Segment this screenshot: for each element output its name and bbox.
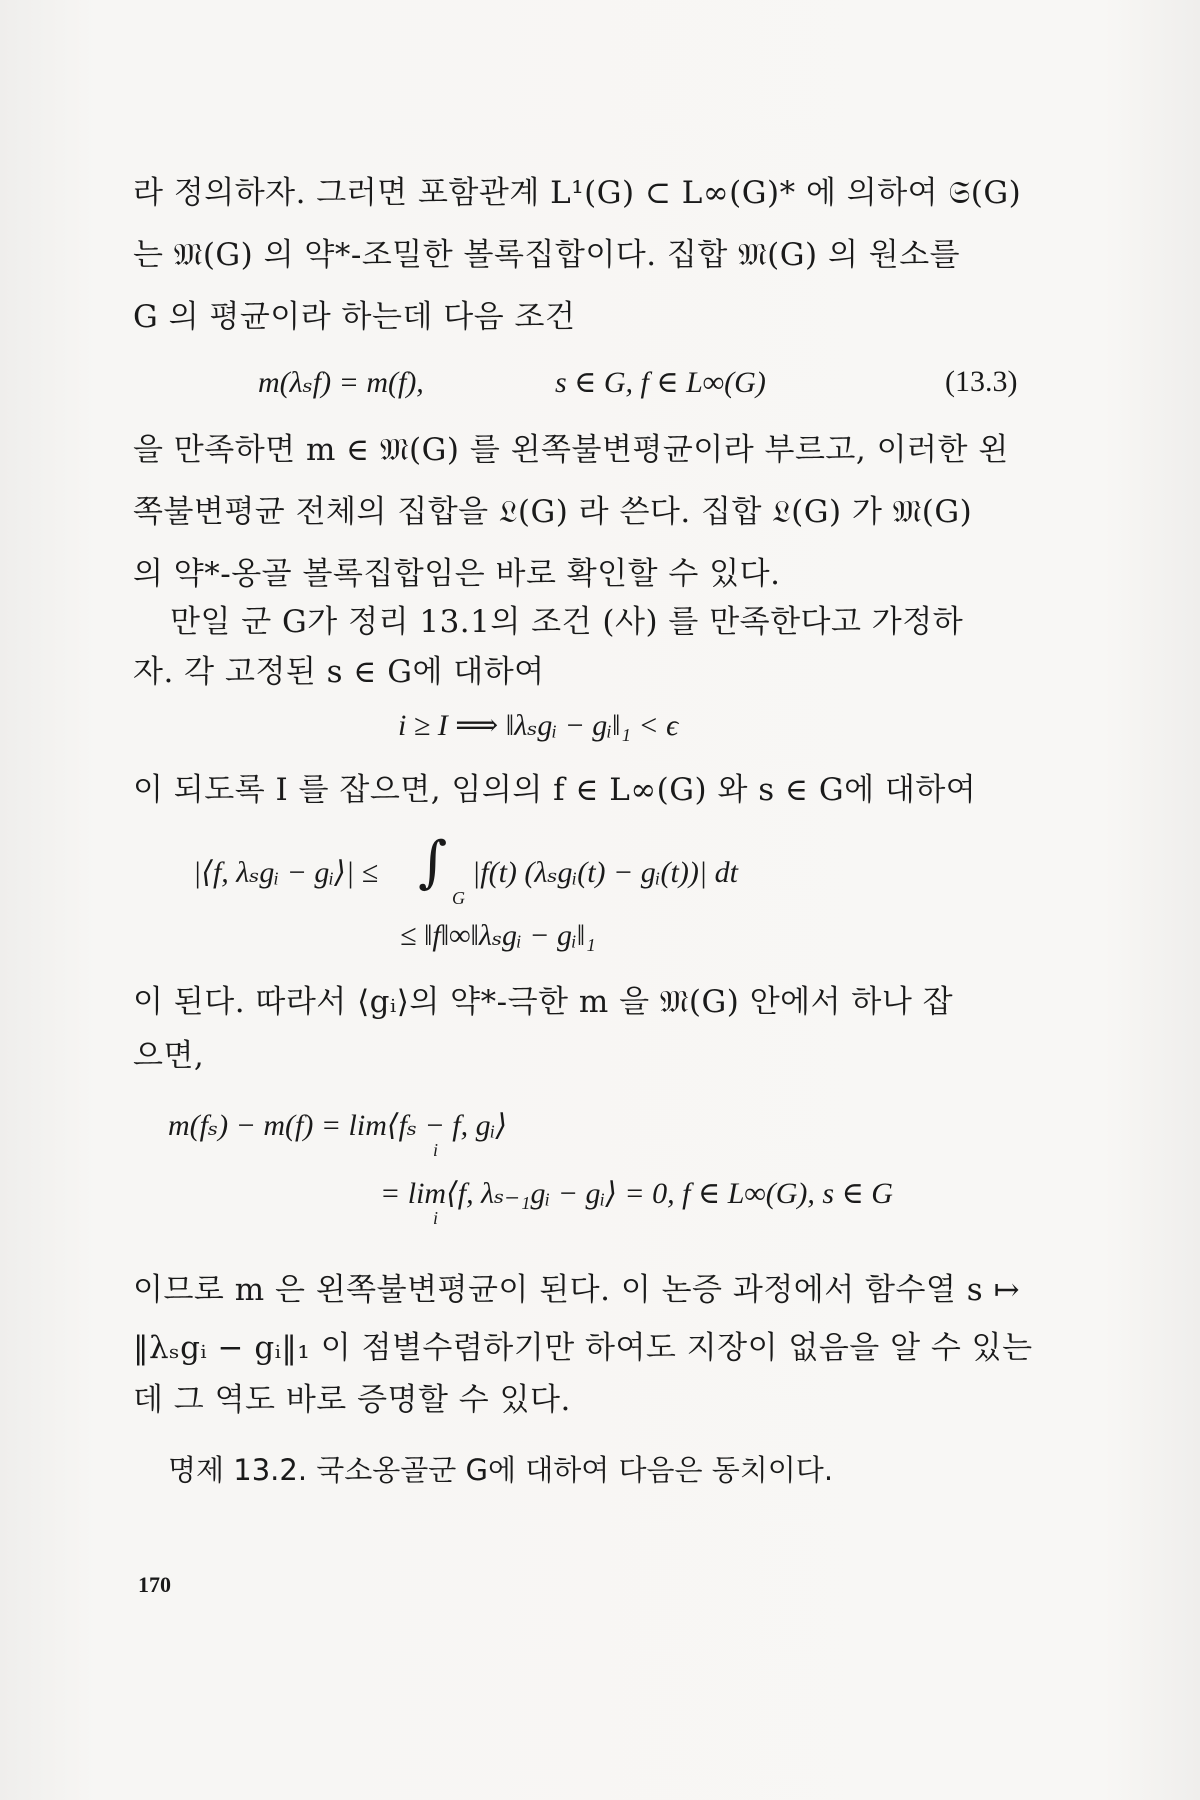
equation-bound-line2: ≤ ‖f‖∞‖λₛgᵢ − gᵢ‖₁ xyxy=(400,919,596,952)
paragraph1-line1: 라 정의하자. 그러면 포함관계 L¹(G) ⊂ L∞(G)* 에 의하여 𝔖(G) xyxy=(133,175,1022,211)
paragraph6-line2: ‖λₛgᵢ − gᵢ‖₁ 이 점별수렴하기만 하여도 지장이 없음을 알 수 있는 xyxy=(133,1330,1033,1366)
equation-13-3-lhs: m(λₛf) = m(f), xyxy=(258,366,424,399)
paragraph5-line1: 이 된다. 따라서 ⟨gᵢ⟩의 약*-극한 m 을 𝔐(G) 안에서 하나 잡 xyxy=(133,984,954,1020)
page-number: 170 xyxy=(138,1572,171,1597)
equation-bound-integrand: |f(t) (λₛgᵢ(t) − gᵢ(t))| dt xyxy=(472,856,738,889)
integral-subscript: G xyxy=(452,888,465,908)
paragraph2-line1: 을 만족하면 m ∈ 𝔐(G) 를 왼쪽불변평균이라 부르고, 이러한 왼 xyxy=(133,432,1009,468)
equation-bound-lhs: |⟨f, λₛgᵢ − gᵢ⟩| ≤ xyxy=(193,856,379,889)
paragraph2-line2: 쪽불변평균 전체의 집합을 𝔏(G) 라 쓴다. 집합 𝔏(G) 가 𝔐(G) xyxy=(133,494,973,530)
paragraph6-line3: 데 그 역도 바로 증명할 수 있다. xyxy=(133,1382,571,1418)
integral-sign: ∫ xyxy=(418,830,448,895)
equation-13-3-rhs: s ∈ G, f ∈ L∞(G) xyxy=(555,366,766,399)
paragraph3-line2: 자. 각 고정된 s ∈ G에 대하여 xyxy=(133,654,545,690)
equation-limit-line2: = lim⟨f, λₛ₋₁gᵢ − gᵢ⟩ = 0, f ∈ L∞(G), s ∈ G xyxy=(380,1177,893,1210)
proposition-heading: 명제 13.2. 국소옹골군 G에 대하여 다음은 동치이다. xyxy=(168,1453,834,1487)
paragraph1-line3: G 의 평균이라 하는데 다음 조건 xyxy=(133,299,576,335)
paragraph3-line1: 만일 군 G가 정리 13.1의 조건 (사) 를 만족한다고 가정하 xyxy=(170,604,964,640)
paragraph1-line2: 는 𝔐(G) 의 약*-조밀한 볼록집합이다. 집합 𝔐(G) 의 원소를 xyxy=(133,237,961,273)
limit-subscript-1: i xyxy=(433,1140,439,1160)
equation-implication: i ≥ I ⟹ ‖λₛgᵢ − gᵢ‖₁ < ϵ xyxy=(398,709,679,742)
paragraph2-line3: 의 약*-옹골 볼록집합임은 바로 확인할 수 있다. xyxy=(133,556,781,592)
paragraph4: 이 되도록 I 를 잡으면, 임의의 f ∈ L∞(G) 와 s ∈ G에 대하여 xyxy=(133,772,977,808)
paragraph6-line1: 이므로 m 은 왼쪽불변평균이 된다. 이 논증 과정에서 함수열 s ↦ xyxy=(133,1272,1020,1308)
equation-limit-line1: m(fₛ) − m(f) = lim⟨fₛ − f, gᵢ⟩ xyxy=(168,1109,508,1142)
limit-subscript-2: i xyxy=(433,1208,439,1228)
paragraph5-line2: 으면, xyxy=(133,1038,205,1074)
equation-number: (13.3) xyxy=(945,365,1018,398)
